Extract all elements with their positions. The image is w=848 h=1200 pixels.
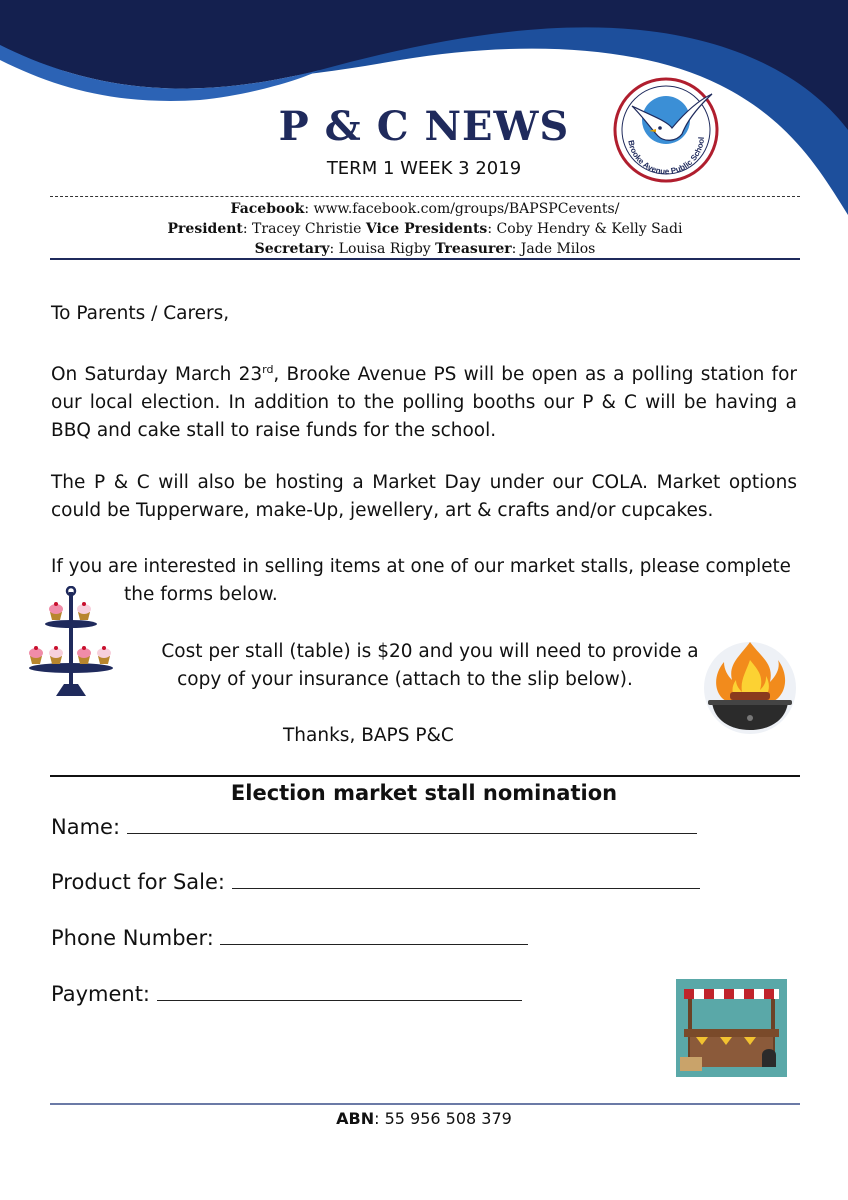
form-divider bbox=[50, 775, 800, 777]
treasurer-label: Treasurer bbox=[435, 241, 512, 257]
form-title: Election market stall nomination bbox=[230, 781, 618, 805]
paragraph-interest-line1: If you are interested in selling items at one of our market stalls, please complete bbox=[51, 556, 791, 577]
market-stall-icon bbox=[676, 979, 787, 1077]
abn-label: ABN bbox=[336, 1109, 375, 1128]
product-input-line[interactable] bbox=[232, 868, 700, 889]
phone-label: Phone Number: bbox=[51, 926, 221, 950]
greeting: To Parents / Carers, bbox=[51, 303, 230, 324]
phone-field bbox=[51, 924, 528, 950]
name-label: Name: bbox=[51, 815, 127, 839]
paragraph-interest-line2: the forms below. bbox=[124, 584, 278, 605]
bbq-icon bbox=[700, 636, 800, 740]
payment-label: Payment: bbox=[51, 982, 157, 1006]
header-divider bbox=[50, 258, 800, 260]
term-line: TERM 1 WEEK 3 2019 bbox=[326, 158, 522, 179]
president-value: : Tracey Christie bbox=[242, 221, 366, 237]
name-field bbox=[51, 813, 697, 839]
facebook-url[interactable]: : www.facebook.com/groups/BAPSPCevents/ bbox=[304, 201, 620, 217]
abn-value: : 55 956 508 379 bbox=[374, 1109, 512, 1128]
secretary-line bbox=[50, 239, 800, 259]
date-ordinal: rd bbox=[262, 363, 274, 376]
name-input-line[interactable] bbox=[127, 813, 697, 834]
dotted-divider bbox=[50, 196, 800, 197]
paragraph-market: The P & C will also be hosting a Market Day under our COLA. Market options could be Tupperware, make-Up, jewellery, art & crafts and/or cupcakes. bbox=[51, 472, 797, 521]
cost-line-2: copy of your insurance (attach to the slip below). bbox=[177, 669, 633, 690]
treasurer-value: : Jade Milos bbox=[511, 241, 596, 257]
vice-president-value: : Coby Hendry & Kelly Sadi bbox=[487, 221, 683, 237]
product-field bbox=[51, 868, 700, 894]
payment-field bbox=[51, 980, 522, 1006]
paragraph-polling-rest: , Brooke Avenue PS will be open as a polling station for our local election. In addition to the polling booths our P & C will be having a BBQ and cake stall to raise funds for the school. bbox=[51, 364, 797, 442]
secretary-value: : Louisa Rigby bbox=[329, 241, 436, 257]
product-label: Product for Sale: bbox=[51, 870, 232, 894]
facebook-label: Facebook bbox=[230, 201, 305, 217]
facebook-line bbox=[50, 199, 800, 219]
logo-text: Brooke Avenue Public School bbox=[626, 136, 707, 177]
vice-president-label: Vice Presidents bbox=[365, 221, 488, 237]
footer-divider bbox=[50, 1103, 800, 1105]
cost-line-1: Cost per stall (table) is $20 and you will need to provide a bbox=[161, 641, 699, 662]
abn-line bbox=[0, 1109, 848, 1128]
paragraph-polling-start: On Saturday March 23 bbox=[51, 364, 263, 386]
phone-input-line[interactable] bbox=[220, 924, 528, 945]
signoff: Thanks, BAPS P&C bbox=[283, 725, 454, 746]
secretary-label: Secretary bbox=[254, 241, 330, 257]
paragraph-polling bbox=[51, 356, 797, 445]
newsletter-title: P & C NEWS bbox=[278, 103, 570, 150]
president-label: President bbox=[167, 221, 243, 237]
officers-line bbox=[50, 219, 800, 239]
payment-input-line[interactable] bbox=[157, 980, 522, 1001]
